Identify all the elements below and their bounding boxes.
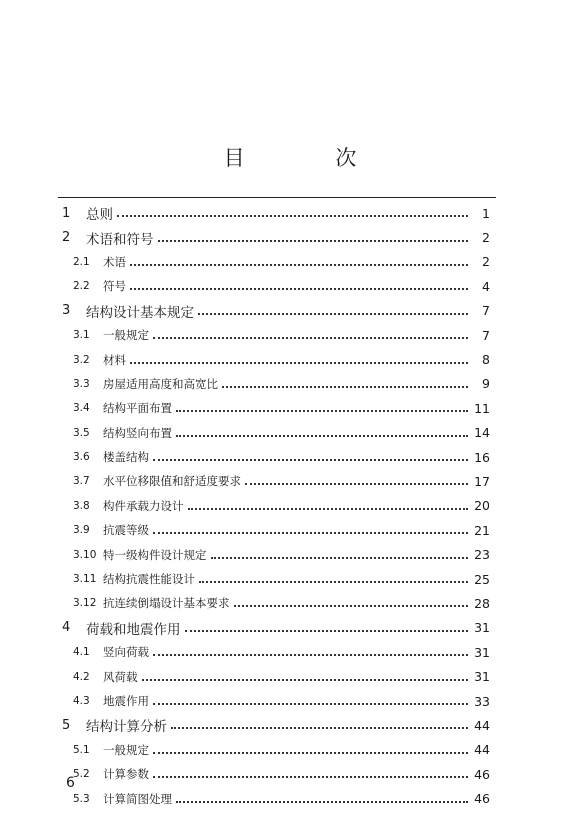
toc-entry-number: 4.3 bbox=[73, 695, 90, 707]
toc-entry-title: 水平位移限值和舒适度要求 bbox=[103, 474, 241, 489]
toc-entry-page: 31 bbox=[474, 644, 490, 660]
toc-dot-leader bbox=[211, 557, 469, 559]
toc-dot-leader bbox=[153, 752, 468, 754]
toc-entry-number: 3.6 bbox=[73, 451, 90, 464]
toc-dot-leader bbox=[153, 337, 468, 339]
toc-entry-title: 荷载和地震作用 bbox=[86, 621, 181, 638]
toc-entry-page: 44 bbox=[474, 742, 490, 758]
toc-entry-number: 3.4 bbox=[73, 402, 90, 415]
toc-entry-number: 4 bbox=[62, 620, 71, 636]
toc-entry-number: 3.2 bbox=[73, 353, 90, 366]
toc-dot-leader bbox=[142, 679, 469, 681]
toc-entry-number: 1 bbox=[62, 205, 71, 221]
title-divider bbox=[58, 197, 496, 198]
toc-entry bbox=[58, 396, 490, 420]
toc-entry bbox=[58, 664, 490, 688]
footer-page-number: 6 bbox=[66, 775, 75, 791]
toc-entry-number: 3 bbox=[62, 303, 71, 319]
toc-entry-title: 计算简图处理 bbox=[103, 791, 172, 806]
toc-entry-page: 28 bbox=[474, 595, 490, 611]
toc-dot-leader bbox=[117, 215, 468, 217]
toc-entry-page: 44 bbox=[474, 717, 490, 733]
toc-entry-page: 46 bbox=[474, 766, 490, 782]
toc-entry-number: 3.12 bbox=[73, 597, 97, 610]
toc-entry-page: 1 bbox=[482, 205, 490, 221]
toc-entry-title: 抗连续倒塌设计基本要求 bbox=[103, 596, 230, 611]
toc-dot-leader bbox=[130, 264, 468, 266]
toc-dot-leader bbox=[188, 508, 469, 510]
toc-entry-title: 楼盖结构 bbox=[103, 450, 149, 465]
toc-entry-page: 7 bbox=[482, 303, 490, 319]
toc-entry-page: 2 bbox=[482, 254, 490, 270]
toc-entry bbox=[58, 323, 490, 347]
table-of-contents bbox=[58, 201, 490, 811]
toc-dot-leader bbox=[130, 362, 468, 364]
toc-entry-title: 结构计算分析 bbox=[86, 719, 167, 736]
toc-entry-page: 46 bbox=[474, 791, 490, 807]
toc-entry bbox=[58, 494, 490, 518]
toc-entry-page: 7 bbox=[482, 327, 490, 343]
toc-dot-leader bbox=[222, 386, 468, 388]
toc-entry-page: 33 bbox=[474, 693, 490, 709]
toc-entry bbox=[58, 713, 490, 737]
toc-dot-leader bbox=[153, 703, 468, 705]
toc-entry bbox=[58, 542, 490, 566]
toc-entry-number: 3.11 bbox=[73, 573, 97, 586]
toc-entry bbox=[58, 762, 490, 786]
toc-dot-leader bbox=[234, 605, 469, 607]
toc-entry-page: 16 bbox=[474, 449, 490, 465]
toc-entry-title: 总则 bbox=[86, 207, 113, 224]
toc-entry bbox=[58, 640, 490, 664]
toc-entry-title: 结构平面布置 bbox=[103, 401, 172, 416]
toc-entry-page: 31 bbox=[474, 669, 490, 685]
toc-entry-number: 2.1 bbox=[73, 255, 90, 268]
toc-entry-title: 特一级构件设计规定 bbox=[103, 547, 207, 562]
toc-entry-number: 4.2 bbox=[73, 670, 90, 683]
toc-entry bbox=[58, 372, 490, 396]
toc-entry bbox=[58, 201, 490, 225]
toc-entry-title: 材料 bbox=[103, 352, 126, 367]
toc-entry-number: 2.2 bbox=[73, 280, 90, 293]
toc-dot-leader bbox=[176, 410, 468, 412]
toc-entry-page: 25 bbox=[474, 571, 490, 587]
toc-entry-page: 14 bbox=[474, 425, 490, 441]
toc-entry-page: 23 bbox=[474, 547, 490, 563]
toc-entry bbox=[58, 591, 490, 615]
toc-entry-title: 抗震等级 bbox=[103, 523, 149, 538]
toc-entry bbox=[58, 689, 490, 713]
toc-entry-page: 4 bbox=[482, 278, 490, 294]
toc-entry bbox=[58, 616, 490, 640]
toc-dot-leader bbox=[153, 654, 468, 656]
toc-entry-title: 术语和符号 bbox=[86, 231, 154, 248]
toc-entry-title: 计算参数 bbox=[103, 767, 149, 782]
toc-entry bbox=[58, 469, 490, 493]
toc-entry-title: 一般规定 bbox=[103, 328, 149, 343]
toc-entry-number: 3.10 bbox=[73, 548, 97, 561]
toc-entry-title: 结构设计基本规定 bbox=[86, 304, 194, 321]
toc-entry bbox=[58, 274, 490, 298]
toc-entry-number: 4.1 bbox=[73, 646, 90, 659]
toc-entry-page: 8 bbox=[482, 352, 490, 368]
toc-dot-leader bbox=[245, 483, 468, 485]
toc-entry-title: 结构抗震性能设计 bbox=[103, 572, 195, 587]
page-title: 目 次 bbox=[223, 146, 399, 170]
toc-entry-number: 3.7 bbox=[73, 475, 90, 488]
toc-entry-number: 5.1 bbox=[73, 743, 90, 756]
toc-dot-leader bbox=[171, 727, 468, 729]
toc-entry-title: 符号 bbox=[103, 279, 126, 294]
toc-entry-page: 20 bbox=[474, 498, 490, 514]
toc-dot-leader bbox=[130, 288, 468, 290]
toc-entry-title: 地震作用 bbox=[103, 694, 149, 708]
toc-entry bbox=[58, 518, 490, 542]
toc-entry-number: 3.9 bbox=[73, 524, 90, 537]
toc-entry-title: 结构竖向布置 bbox=[103, 425, 172, 440]
toc-dot-leader bbox=[153, 532, 468, 534]
toc-dot-leader bbox=[185, 630, 469, 632]
toc-entry-title: 术语 bbox=[103, 254, 126, 269]
toc-dot-leader bbox=[153, 776, 468, 778]
toc-entry-page: 11 bbox=[474, 400, 490, 416]
toc-entry-page: 31 bbox=[474, 620, 490, 636]
toc-dot-leader bbox=[153, 459, 468, 461]
toc-entry bbox=[58, 299, 490, 323]
toc-entry-title: 房屋适用高度和高宽比 bbox=[103, 376, 218, 391]
toc-entry-number: 5.2 bbox=[73, 768, 90, 781]
toc-dot-leader bbox=[158, 240, 469, 242]
toc-entry-number: 2 bbox=[62, 230, 71, 246]
toc-entry-number: 3.3 bbox=[73, 377, 90, 390]
toc-entry-title: 构件承载力设计 bbox=[103, 498, 184, 513]
toc-entry bbox=[58, 250, 490, 274]
toc-entry-number: 3.5 bbox=[73, 426, 90, 439]
toc-dot-leader bbox=[199, 581, 468, 583]
toc-entry-title: 风荷载 bbox=[103, 669, 138, 684]
toc-entry-number: 3.1 bbox=[73, 329, 90, 342]
toc-entry bbox=[58, 567, 490, 591]
toc-dot-leader bbox=[176, 435, 468, 437]
toc-entry-page: 17 bbox=[474, 473, 490, 489]
toc-entry-number: 3.8 bbox=[73, 499, 90, 512]
toc-entry bbox=[58, 421, 490, 445]
toc-entry-title: 竖向荷载 bbox=[103, 645, 149, 660]
toc-dot-leader bbox=[198, 313, 468, 315]
toc-entry-page: 9 bbox=[482, 376, 490, 392]
toc-entry bbox=[58, 786, 490, 810]
toc-entry-page: 2 bbox=[482, 230, 490, 246]
toc-entry-number: 5 bbox=[62, 717, 71, 733]
toc-entry-page: 21 bbox=[474, 522, 490, 538]
toc-entry bbox=[58, 738, 490, 762]
toc-entry-title: 一般规定 bbox=[103, 742, 149, 757]
toc-entry bbox=[58, 225, 490, 249]
toc-entry-number: 5.3 bbox=[73, 792, 90, 805]
toc-entry bbox=[58, 445, 490, 469]
toc-entry bbox=[58, 347, 490, 371]
toc-dot-leader bbox=[176, 801, 468, 803]
